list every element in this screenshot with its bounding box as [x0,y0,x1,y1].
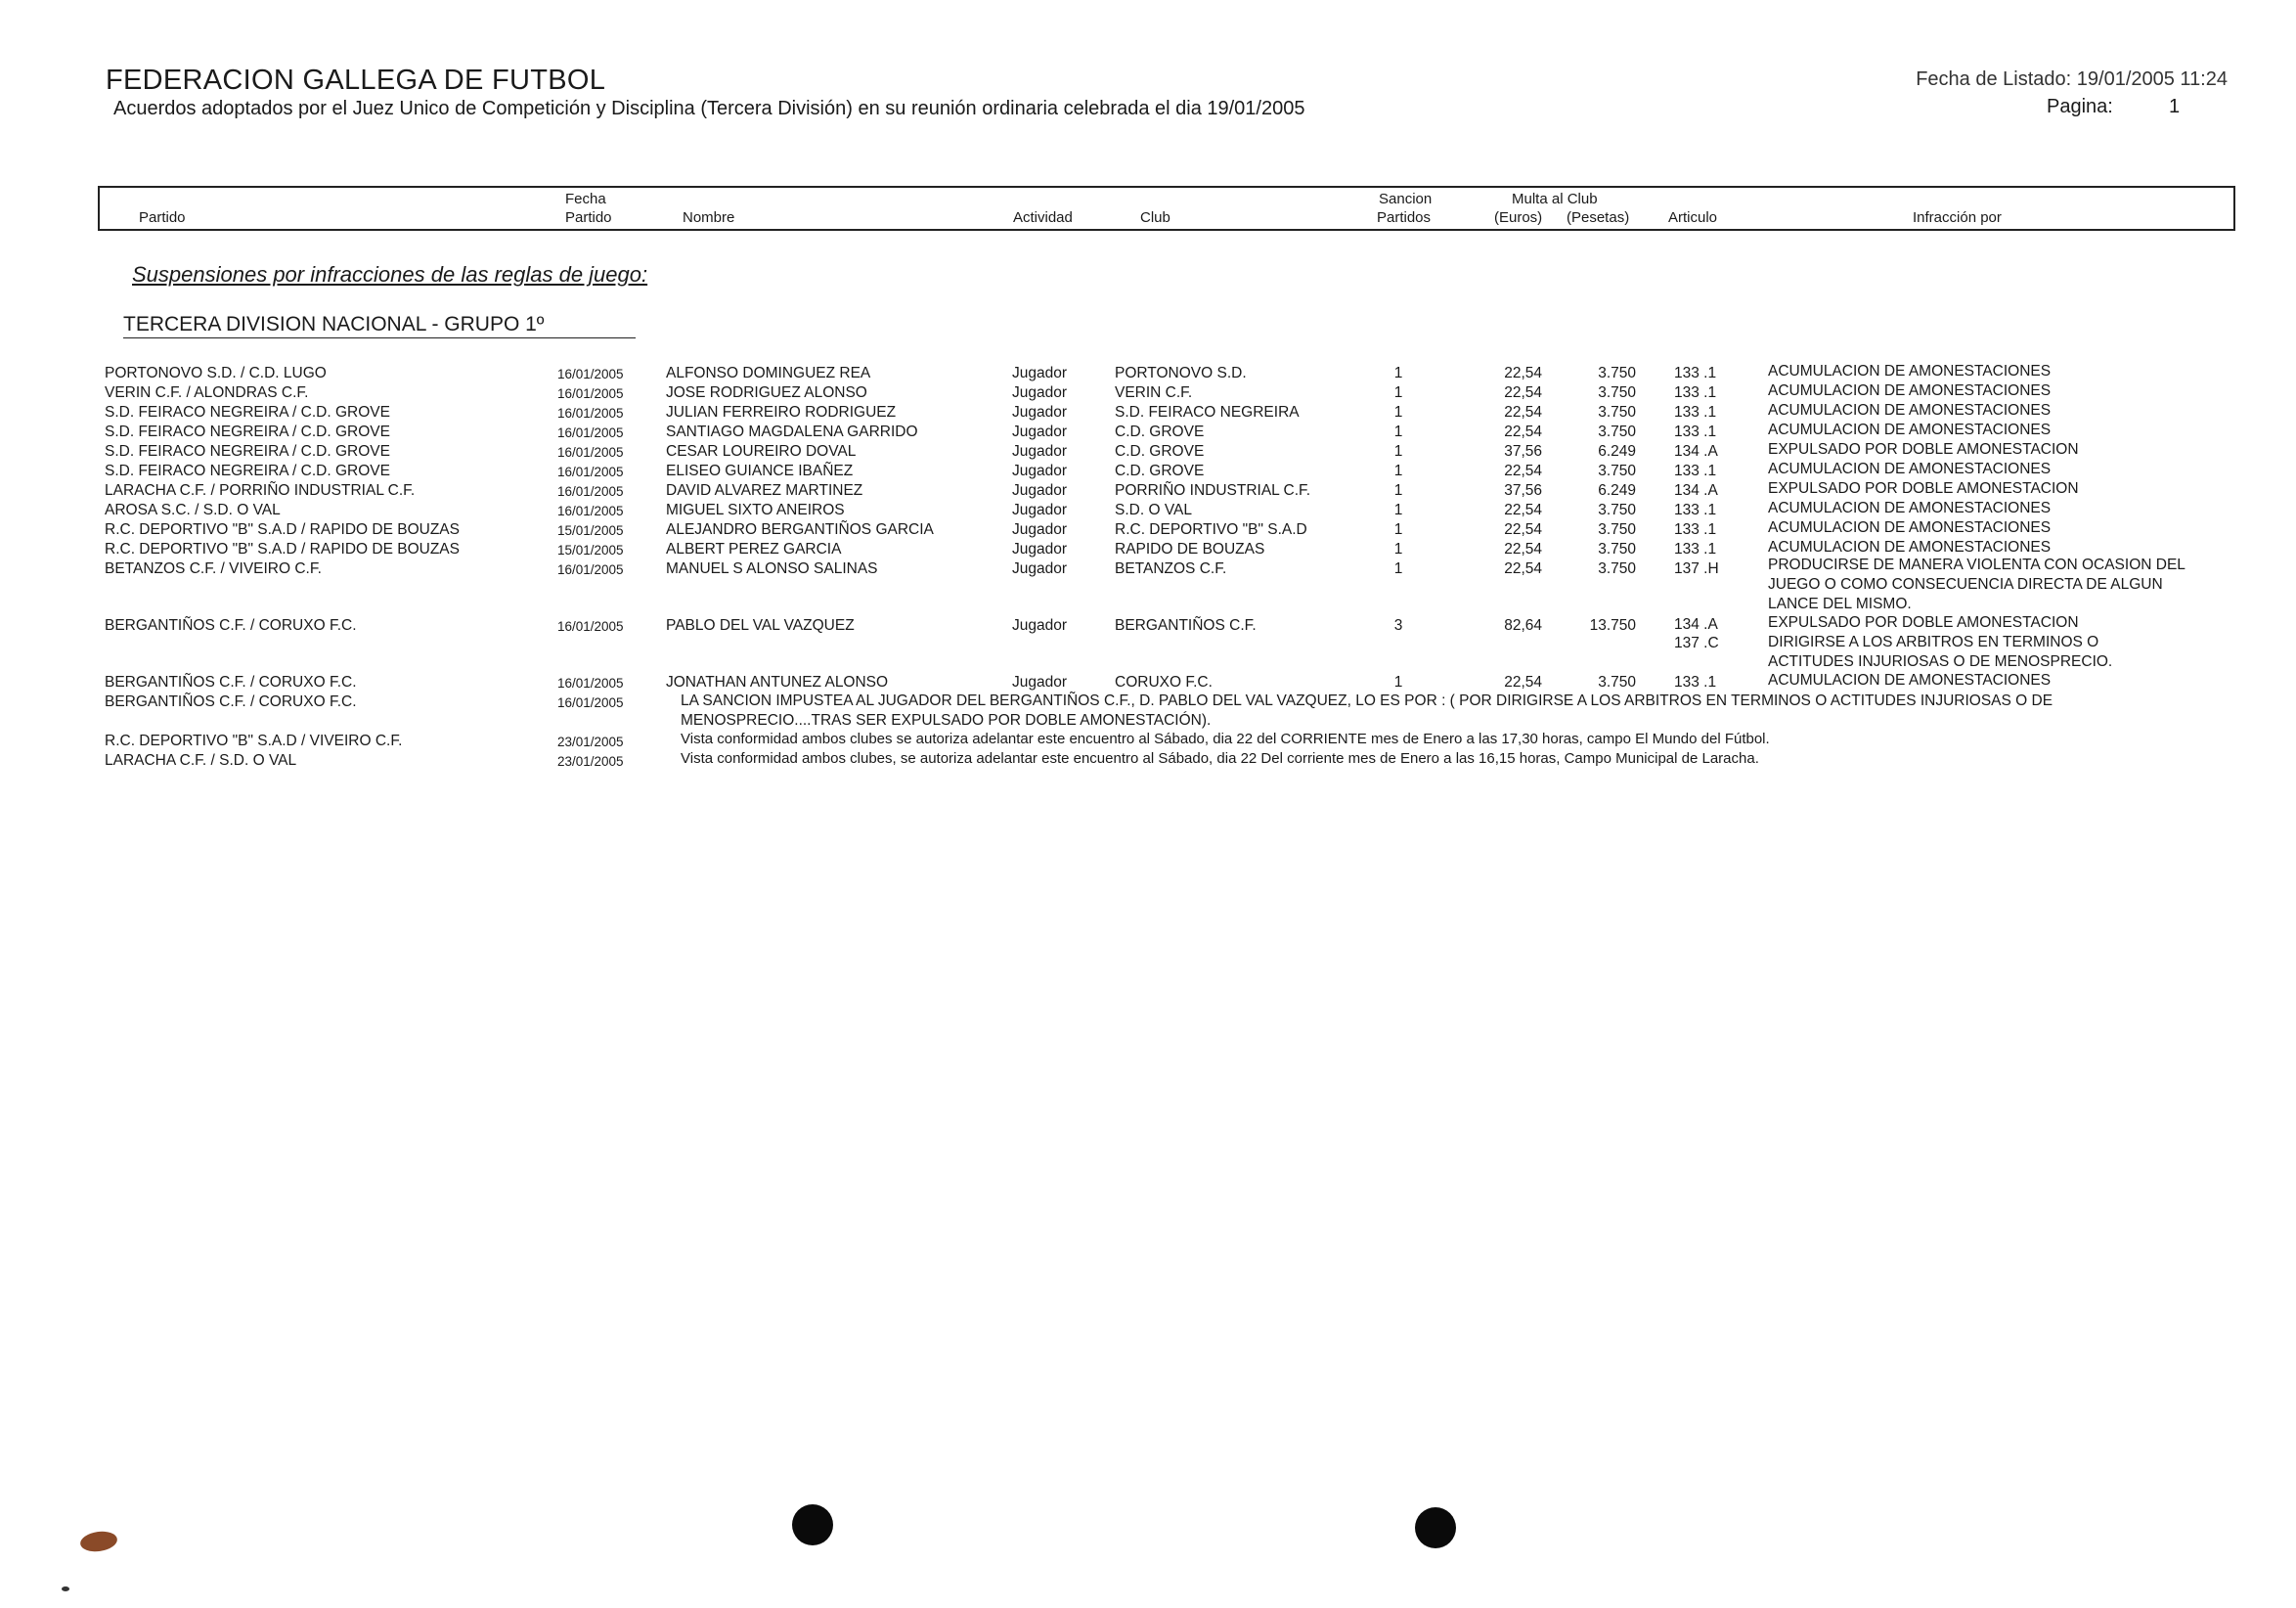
cell-infraccion: EXPULSADO POR DOBLE AMONESTACION [1768,480,2079,497]
cell-infraccion: ACUMULACION DE AMONESTACIONES [1768,382,2052,399]
note-text: Vista conformidad ambos clubes, se autoriza adelantar este encuentro al Sábado, dia 22 Del corriente mes de Enero a las 16,15 horas, Campo Municipal de Laracha. [681,750,1759,767]
cell-pesetas: 3.750 [1598,502,1636,518]
cell-euros: 22,54 [1504,384,1542,401]
cell-partido: BERGANTIÑOS C.F. / CORUXO F.C. [105,674,357,691]
cell-sancion: 1 [1393,463,1403,479]
cell-partido: S.D. FEIRACO NEGREIRA / C.D. GROVE [105,443,390,460]
cell-infraccion-2-line-1: DIRIGIRSE A LOS ARBITROS EN TERMINOS O [1768,634,2099,650]
cell-partido: R.C. DEPORTIVO "B" S.A.D / RAPIDO DE BOUZAS [105,521,460,538]
col-partido: Partido [139,209,186,226]
cell-articulo: 133 .1 [1674,424,1717,440]
cell-pesetas: 3.750 [1598,424,1636,440]
note-text-line-1: LA SANCION IMPUSTEA AL JUGADOR DEL BERGANTIÑOS C.F., D. PABLO DEL VAL VAZQUEZ, LO ES POR : ( POR DIRIGIRSE A LOS ARBITROS EN TERMINOS O ACTITUDES INJURIOSAS O DE [681,692,2053,709]
cell-fecha: 15/01/2005 [557,543,624,558]
cell-club: S.D. FEIRACO NEGREIRA [1115,404,1300,421]
cell-infraccion-line-3: LANCE DEL MISMO. [1768,596,1912,612]
cell-euros: 22,54 [1504,404,1542,421]
cell-club: S.D. O VAL [1115,502,1192,518]
col-pesetas: (Pesetas) [1567,209,1630,226]
column-header-box [98,186,2235,231]
cell-fecha: 16/01/2005 [557,562,624,577]
cell-articulo: 133 .1 [1674,365,1717,381]
cell-nombre: JOSE RODRIGUEZ ALONSO [666,384,867,401]
listing-date: Fecha de Listado: 19/01/2005 11:24 [1916,68,2228,90]
cell-partido: S.D. FEIRACO NEGREIRA / C.D. GROVE [105,404,390,421]
cell-nombre: SANTIAGO MAGDALENA GARRIDO [666,424,918,440]
group-title: TERCERA DIVISION NACIONAL - GRUPO 1º [123,313,636,338]
cell-nombre: JONATHAN ANTUNEZ ALONSO [666,674,889,691]
page-number: 1 [2169,96,2181,117]
cell-partido: BERGANTIÑOS C.F. / CORUXO F.C. [105,617,357,634]
col-euros: (Euros) [1494,209,1543,226]
document-title: FEDERACION GALLEGA DE FUTBOL [106,65,606,96]
cell-pesetas: 3.750 [1598,541,1636,558]
cell-actividad: Jugador [1012,384,1068,401]
cell-partido: AROSA S.C. / S.D. O VAL [105,502,281,518]
punch-hole [792,1504,833,1545]
cell-infraccion: EXPULSADO POR DOBLE AMONESTACION [1768,441,2079,458]
cell-euros: 22,54 [1504,560,1542,577]
cell-pesetas: 3.750 [1598,463,1636,479]
cell-sancion: 1 [1393,541,1403,558]
col-club: Club [1140,209,1170,226]
cell-nombre: ALEJANDRO BERGANTIÑOS GARCIA [666,521,934,538]
col-fecha-2: Partido [565,209,612,226]
cell-pesetas: 6.249 [1598,443,1636,460]
cell-sancion: 3 [1393,617,1403,634]
cell-partido: BETANZOS C.F. / VIVEIRO C.F. [105,560,322,577]
cell-nombre: ELISEO GUIANCE IBAÑEZ [666,463,854,479]
cell-fecha: 16/01/2005 [557,484,624,499]
cell-infraccion: ACUMULACION DE AMONESTACIONES [1768,539,2052,556]
note-partido: BERGANTIÑOS C.F. / CORUXO F.C. [105,693,357,710]
note-text: Vista conformidad ambos clubes se autoriza adelantar este encuentro al Sábado, dia 22 del CORRIENTE mes de Enero a las 17,30 horas, campo El Mundo del Fútbol. [681,731,1770,747]
cell-sancion: 1 [1393,502,1403,518]
cell-euros: 22,54 [1504,541,1542,558]
cell-articulo: 133 .1 [1674,674,1717,691]
cell-articulo-2: 137 .C [1674,635,1719,651]
cell-fecha: 16/01/2005 [557,676,624,691]
cell-partido: S.D. FEIRACO NEGREIRA / C.D. GROVE [105,463,390,479]
cell-fecha: 16/01/2005 [557,445,624,460]
cell-club: R.C. DEPORTIVO "B" S.A.D [1115,521,1307,538]
cell-articulo: 133 .1 [1674,404,1717,421]
cell-actividad: Jugador [1012,482,1068,499]
speck-mark [62,1586,69,1591]
cell-sancion: 1 [1393,482,1403,499]
cell-nombre: PABLO DEL VAL VAZQUEZ [666,617,855,634]
col-multa: Multa al Club [1512,191,1598,207]
cell-infraccion: EXPULSADO POR DOBLE AMONESTACION [1768,614,2079,631]
note-partido: R.C. DEPORTIVO "B" S.A.D / VIVEIRO C.F. [105,733,403,749]
cell-sancion: 1 [1393,443,1403,460]
stain-mark [79,1529,118,1553]
document-subtitle: Acuerdos adoptados por el Juez Unico de Competición y Disciplina (Tercera División) en su reunión ordinaria celebrada el dia 19/01/2005 [113,98,1305,119]
cell-actividad: Jugador [1012,674,1068,691]
cell-pesetas: 3.750 [1598,365,1636,381]
cell-pesetas: 3.750 [1598,404,1636,421]
cell-articulo: 133 .1 [1674,384,1717,401]
cell-euros: 22,54 [1504,365,1542,381]
cell-pesetas: 3.750 [1598,674,1636,691]
cell-infraccion-line-2: JUEGO O COMO CONSECUENCIA DIRECTA DE ALGUN [1768,576,2163,593]
cell-infraccion: ACUMULACION DE AMONESTACIONES [1768,672,2052,689]
cell-sancion: 1 [1393,424,1403,440]
cell-actividad: Jugador [1012,424,1068,440]
cell-club: C.D. GROVE [1115,463,1205,479]
cell-infraccion: ACUMULACION DE AMONESTACIONES [1768,461,2052,477]
cell-infraccion-line-1: PRODUCIRSE DE MANERA VIOLENTA CON OCASION DEL [1768,557,2186,573]
cell-actividad: Jugador [1012,560,1068,577]
cell-actividad: Jugador [1012,443,1068,460]
cell-club: VERIN C.F. [1115,384,1193,401]
punch-hole [1415,1507,1456,1548]
cell-partido: S.D. FEIRACO NEGREIRA / C.D. GROVE [105,424,390,440]
cell-fecha: 16/01/2005 [557,367,624,381]
cell-fecha: 16/01/2005 [557,619,624,634]
cell-infraccion: ACUMULACION DE AMONESTACIONES [1768,519,2052,536]
cell-articulo: 137 .H [1674,560,1719,577]
cell-club: PORTONOVO S.D. [1115,365,1247,381]
cell-partido: VERIN C.F. / ALONDRAS C.F. [105,384,309,401]
cell-nombre: MIGUEL SIXTO ANEIROS [666,502,845,518]
cell-sancion: 1 [1393,404,1403,421]
cell-infraccion: ACUMULACION DE AMONESTACIONES [1768,500,2052,516]
cell-euros: 37,56 [1504,443,1542,460]
cell-partido: R.C. DEPORTIVO "B" S.A.D / RAPIDO DE BOUZAS [105,541,460,558]
cell-pesetas: 3.750 [1598,521,1636,538]
cell-pesetas: 3.750 [1598,560,1636,577]
cell-partido: LARACHA C.F. / PORRIÑO INDUSTRIAL C.F. [105,482,416,499]
note-fecha: 16/01/2005 [557,695,624,710]
cell-articulo: 134 .A [1674,616,1718,633]
cell-fecha: 16/01/2005 [557,504,624,518]
note-fecha: 23/01/2005 [557,754,624,769]
cell-articulo: 134 .A [1674,443,1718,460]
cell-articulo: 134 .A [1674,482,1718,499]
cell-nombre: MANUEL S ALONSO SALINAS [666,560,878,577]
cell-fecha: 16/01/2005 [557,386,624,401]
cell-articulo: 133 .1 [1674,541,1717,558]
cell-articulo: 133 .1 [1674,463,1717,479]
cell-sancion: 1 [1393,521,1403,538]
note-partido: LARACHA C.F. / S.D. O VAL [105,752,297,769]
cell-fecha: 16/01/2005 [557,465,624,479]
note-text-line-2: MENOSPRECIO....TRAS SER EXPULSADO POR DOBLE AMONESTACIÓN). [681,712,1212,729]
cell-nombre: ALBERT PEREZ GARCIA [666,541,842,558]
cell-sancion: 1 [1393,560,1403,577]
cell-pesetas: 6.249 [1598,482,1636,499]
cell-actividad: Jugador [1012,521,1068,538]
cell-pesetas: 3.750 [1598,384,1636,401]
cell-club: RAPIDO DE BOUZAS [1115,541,1265,558]
col-infraccion: Infracción por [1913,209,2002,226]
cell-euros: 22,54 [1504,463,1542,479]
cell-euros: 22,54 [1504,424,1542,440]
cell-club: CORUXO F.C. [1115,674,1213,691]
cell-euros: 22,54 [1504,674,1542,691]
col-actividad: Actividad [1013,209,1073,226]
cell-club: BETANZOS C.F. [1115,560,1227,577]
cell-nombre: CESAR LOUREIRO DOVAL [666,443,857,460]
col-fecha-1: Fecha [565,191,606,207]
cell-articulo: 133 .1 [1674,521,1717,538]
cell-club: BERGANTIÑOS C.F. [1115,617,1257,634]
cell-infraccion: ACUMULACION DE AMONESTACIONES [1768,363,2052,380]
cell-actividad: Jugador [1012,463,1068,479]
cell-actividad: Jugador [1012,502,1068,518]
cell-euros: 37,56 [1504,482,1542,499]
cell-euros: 22,54 [1504,502,1542,518]
cell-actividad: Jugador [1012,404,1068,421]
note-fecha: 23/01/2005 [557,735,624,749]
cell-actividad: Jugador [1012,617,1068,634]
section-title: Suspensiones por infracciones de las reglas de juego: [132,262,648,287]
cell-sancion: 1 [1393,674,1403,691]
cell-sancion: 1 [1393,384,1403,401]
cell-sancion: 1 [1393,365,1403,381]
cell-partido: PORTONOVO S.D. / C.D. LUGO [105,365,327,381]
page-label: Pagina: [2047,96,2113,117]
col-articulo: Articulo [1668,209,1718,226]
cell-club: PORRIÑO INDUSTRIAL C.F. [1115,482,1311,499]
cell-club: C.D. GROVE [1115,424,1205,440]
cell-nombre: JULIAN FERREIRO RODRIGUEZ [666,404,897,421]
cell-euros: 82,64 [1504,617,1542,634]
cell-infraccion-2-line-2: ACTITUDES INJURIOSAS O DE MENOSPRECIO. [1768,653,2113,670]
cell-nombre: ALFONSO DOMINGUEZ REA [666,365,871,381]
cell-club: C.D. GROVE [1115,443,1205,460]
cell-euros: 22,54 [1504,521,1542,538]
col-sancion-1: Sancion [1379,191,1433,207]
col-nombre: Nombre [683,209,735,226]
cell-nombre: DAVID ALVAREZ MARTINEZ [666,482,863,499]
cell-fecha: 16/01/2005 [557,425,624,440]
cell-infraccion: ACUMULACION DE AMONESTACIONES [1768,402,2052,419]
cell-actividad: Jugador [1012,541,1068,558]
cell-infraccion: ACUMULACION DE AMONESTACIONES [1768,422,2052,438]
col-sancion-2: Partidos [1377,209,1432,226]
cell-actividad: Jugador [1012,365,1068,381]
cell-fecha: 15/01/2005 [557,523,624,538]
cell-pesetas: 13.750 [1589,617,1636,634]
cell-articulo: 133 .1 [1674,502,1717,518]
cell-fecha: 16/01/2005 [557,406,624,421]
